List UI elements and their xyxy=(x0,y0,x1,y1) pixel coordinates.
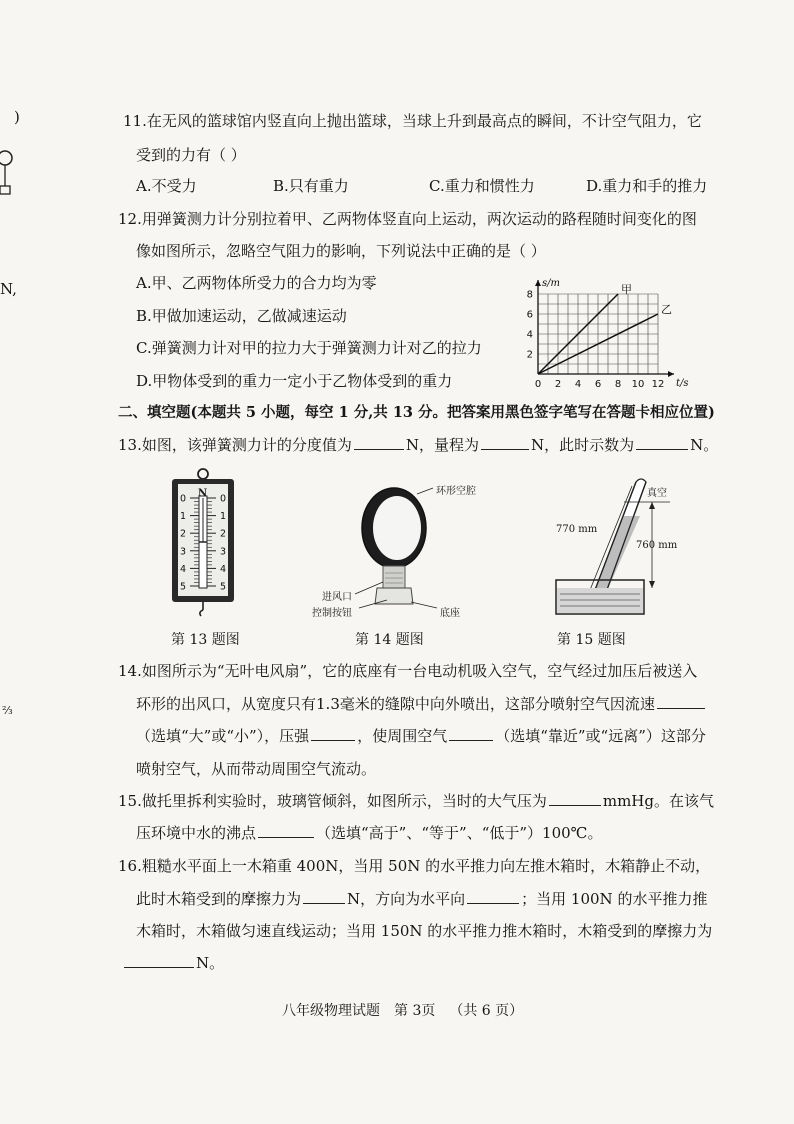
q13-text-2: N，量程为 xyxy=(405,436,479,454)
fig13-scale-label-r: 4 xyxy=(219,563,227,575)
q14-line2-text: 环形的出风口，从宽度只有1.3毫米的缝隙中向外喷出，这部分喷射空气因流速 xyxy=(136,695,655,713)
chart-y-arrow xyxy=(535,280,541,286)
q16-line3: 木箱时，木箱做匀速直线运动；当用 150N 的水平推力推木箱时，木箱受到的摩擦力为 xyxy=(136,922,713,940)
q13-blank-division[interactable] xyxy=(354,434,404,450)
q14-line4: 喷射空气，从而带动周围空气流动。 xyxy=(136,760,377,778)
fig13-scale-label-l: 0 xyxy=(179,493,187,505)
q15-blank-boiling[interactable] xyxy=(258,822,314,838)
chart-x-tick-label: 8 xyxy=(614,379,622,390)
chart-x-tick-label: 6 xyxy=(594,379,602,390)
q16-line2 xyxy=(136,888,707,910)
q12-option-c: C.弹簧测力计对甲的拉力大于弹簧测力计对乙的拉力 xyxy=(136,339,482,357)
fig13-caption: 第 13 题图 xyxy=(171,632,240,648)
q15-line2-text-b: （选填“高于”、“等于”、“低于”）100℃。 xyxy=(316,824,603,842)
chart-series-label-2: 乙 xyxy=(661,303,672,316)
q12-option-a: A.甲、乙两物体所受力的合力均为零 xyxy=(136,274,377,292)
margin-mark-frac: ⅔ xyxy=(2,704,13,717)
chart-x-tick-label: 2 xyxy=(554,379,562,390)
q16-blank-friction2[interactable] xyxy=(124,952,194,968)
q11-stem-line2: 受到的力有（ ） xyxy=(136,146,246,164)
q13-text-4: N。 xyxy=(690,436,719,454)
fig13-scale-label-l: 4 xyxy=(179,563,187,575)
chart-y-label: s/m xyxy=(542,278,560,289)
chart-x-tick-label: 10 xyxy=(631,379,645,390)
q15-line1-text-b: mmHg。在该气 xyxy=(602,792,714,810)
q13-blank-range[interactable] xyxy=(481,434,529,450)
q16-blank-direction[interactable] xyxy=(467,888,519,904)
q13-blank-reading[interactable] xyxy=(636,434,688,450)
chart-y-tick-label: 8 xyxy=(526,289,533,301)
q11-option-a: A.不受力 xyxy=(136,177,197,195)
fig14-caption: 第 14 题图 xyxy=(355,632,424,648)
q16-line2-text-c: ；当用 100N 的水平推力推 xyxy=(521,890,708,908)
q15-line2-text-a: 压环境中水的沸点 xyxy=(136,824,257,842)
q13-text-1: 13.如图，该弹簧测力计的分度值为 xyxy=(118,436,352,454)
fig15-label-760: 760 mm xyxy=(636,540,678,551)
margin-mark-n: N, xyxy=(0,280,17,298)
q14-blank-air[interactable] xyxy=(449,725,493,741)
q12-stem-line1: 12.用弹簧测力计分别拉着甲、乙两物体竖直向上运动，两次运动的路程随时间变化的图 xyxy=(118,210,697,228)
q13-text-3: N，此时示数为 xyxy=(531,436,635,454)
q16-line2-text-a: 此时木箱受到的摩擦力为 xyxy=(136,890,302,908)
fig13-scale-label-r: 2 xyxy=(219,528,227,540)
margin-spring-fragment xyxy=(0,146,20,206)
chart-y-tick-label: 4 xyxy=(526,329,533,341)
fig14-bladeless-fan xyxy=(345,478,495,618)
q15-line2 xyxy=(136,822,602,844)
fig15-label-vacuum: 真空 xyxy=(647,488,667,499)
chart-x-arrow xyxy=(668,371,674,377)
q11-stem-line1: 11.在无风的篮球馆内竖直向上抛出篮球，当球上升到最高点的瞬间，不计空气阻力，它 xyxy=(123,112,702,130)
footer-total: （共 6 页） xyxy=(449,1003,524,1019)
q15-line1-text-a: 15.做托里拆利实验时，玻璃管倾斜，如图所示，当时的大气压为 xyxy=(118,792,547,810)
fig13-scale-label-r: 5 xyxy=(219,581,227,593)
fig13-scale-label-l: 5 xyxy=(179,581,187,593)
q12-option-b: B.甲做加速运动，乙做减速运动 xyxy=(136,307,347,325)
fig14-label-base: 底座 xyxy=(440,608,460,619)
q11-option-b: B.只有重力 xyxy=(273,177,349,195)
q14-line1: 14.如图所示为“无叶电风扇”，它的底座有一台电动机吸入空气，空气经过加压后被送入 xyxy=(118,662,698,680)
fig13-scale-label-r: 0 xyxy=(219,493,227,505)
fig14-label-inlet: 进风口 xyxy=(322,592,352,603)
fig13-scale-label-l: 2 xyxy=(179,528,187,540)
fig14-label-button: 控制按钮 xyxy=(312,608,352,619)
fig13-scale-label-r: 1 xyxy=(219,511,227,523)
chart-x-tick-label: 0 xyxy=(534,379,542,390)
q13-stem xyxy=(118,434,718,456)
q14-blank-speed[interactable] xyxy=(657,693,705,709)
footer-subject: 八年级物理试题 xyxy=(282,1003,380,1019)
page-footer xyxy=(282,1000,537,1020)
fig13-unit-label: N xyxy=(198,488,208,499)
fig15-label-770: 770 mm xyxy=(556,524,598,535)
q14-line3-text-a: （选填“大”或“小”），压强 xyxy=(136,727,310,745)
q14-line3 xyxy=(136,725,706,747)
q12-stem-line2: 像如图所示，忽略空气阻力的影响，下列说法中正确的是（ ） xyxy=(136,242,546,260)
section2-title: 二、填空题(本题共 5 小题，每空 1 分,共 13 分。把答案用黑色签字笔写在答题卡相应位置) xyxy=(118,404,715,421)
q16-blank-friction[interactable] xyxy=(303,888,345,904)
fig13-scale-label-l: 1 xyxy=(179,511,187,523)
q14-line2 xyxy=(136,693,707,715)
q16-line1: 16.粗糙水平面上一木箱重 400N，当用 50N 的水平推力向左推木箱时，木箱静止不动， xyxy=(118,857,711,875)
chart-y-tick-label: 2 xyxy=(526,349,533,361)
q14-blank-pressure[interactable] xyxy=(311,725,355,741)
chart-y-tick-label: 6 xyxy=(526,309,533,321)
chart-x-label: t/s xyxy=(676,378,689,389)
q14-line3-text-b: ，使周围空气 xyxy=(357,727,448,745)
margin-mark-paren: ) xyxy=(14,108,20,126)
q12-s-t-graph xyxy=(520,262,700,392)
fig13-scale-label-l: 3 xyxy=(179,546,187,558)
q16-line2-text-b: N，方向为水平向 xyxy=(347,890,466,908)
q12-option-d: D.甲物体受到的重力一定小于乙物体受到的重力 xyxy=(136,372,453,390)
q11-option-d: D.重力和手的推力 xyxy=(586,177,708,195)
chart-x-tick-label: 12 xyxy=(651,379,665,390)
chart-x-tick-label: 4 xyxy=(574,379,582,390)
chart-series-label-1: 甲 xyxy=(621,283,632,296)
q15-line1 xyxy=(118,790,714,812)
q15-blank-pressure[interactable] xyxy=(549,790,601,806)
footer-page: 第 3页 xyxy=(394,1003,436,1019)
q14-line3-text-c: （选填“靠近”或“远离”）这部分 xyxy=(495,727,706,745)
fig15-caption: 第 15 题图 xyxy=(557,632,626,648)
fig14-label-ring: 环形空腔 xyxy=(436,486,476,497)
q16-line4-text: N。 xyxy=(196,954,225,972)
q11-option-c: C.重力和惯性力 xyxy=(429,177,535,195)
fig13-scale-label-r: 3 xyxy=(219,546,227,558)
q16-line4 xyxy=(122,952,224,974)
